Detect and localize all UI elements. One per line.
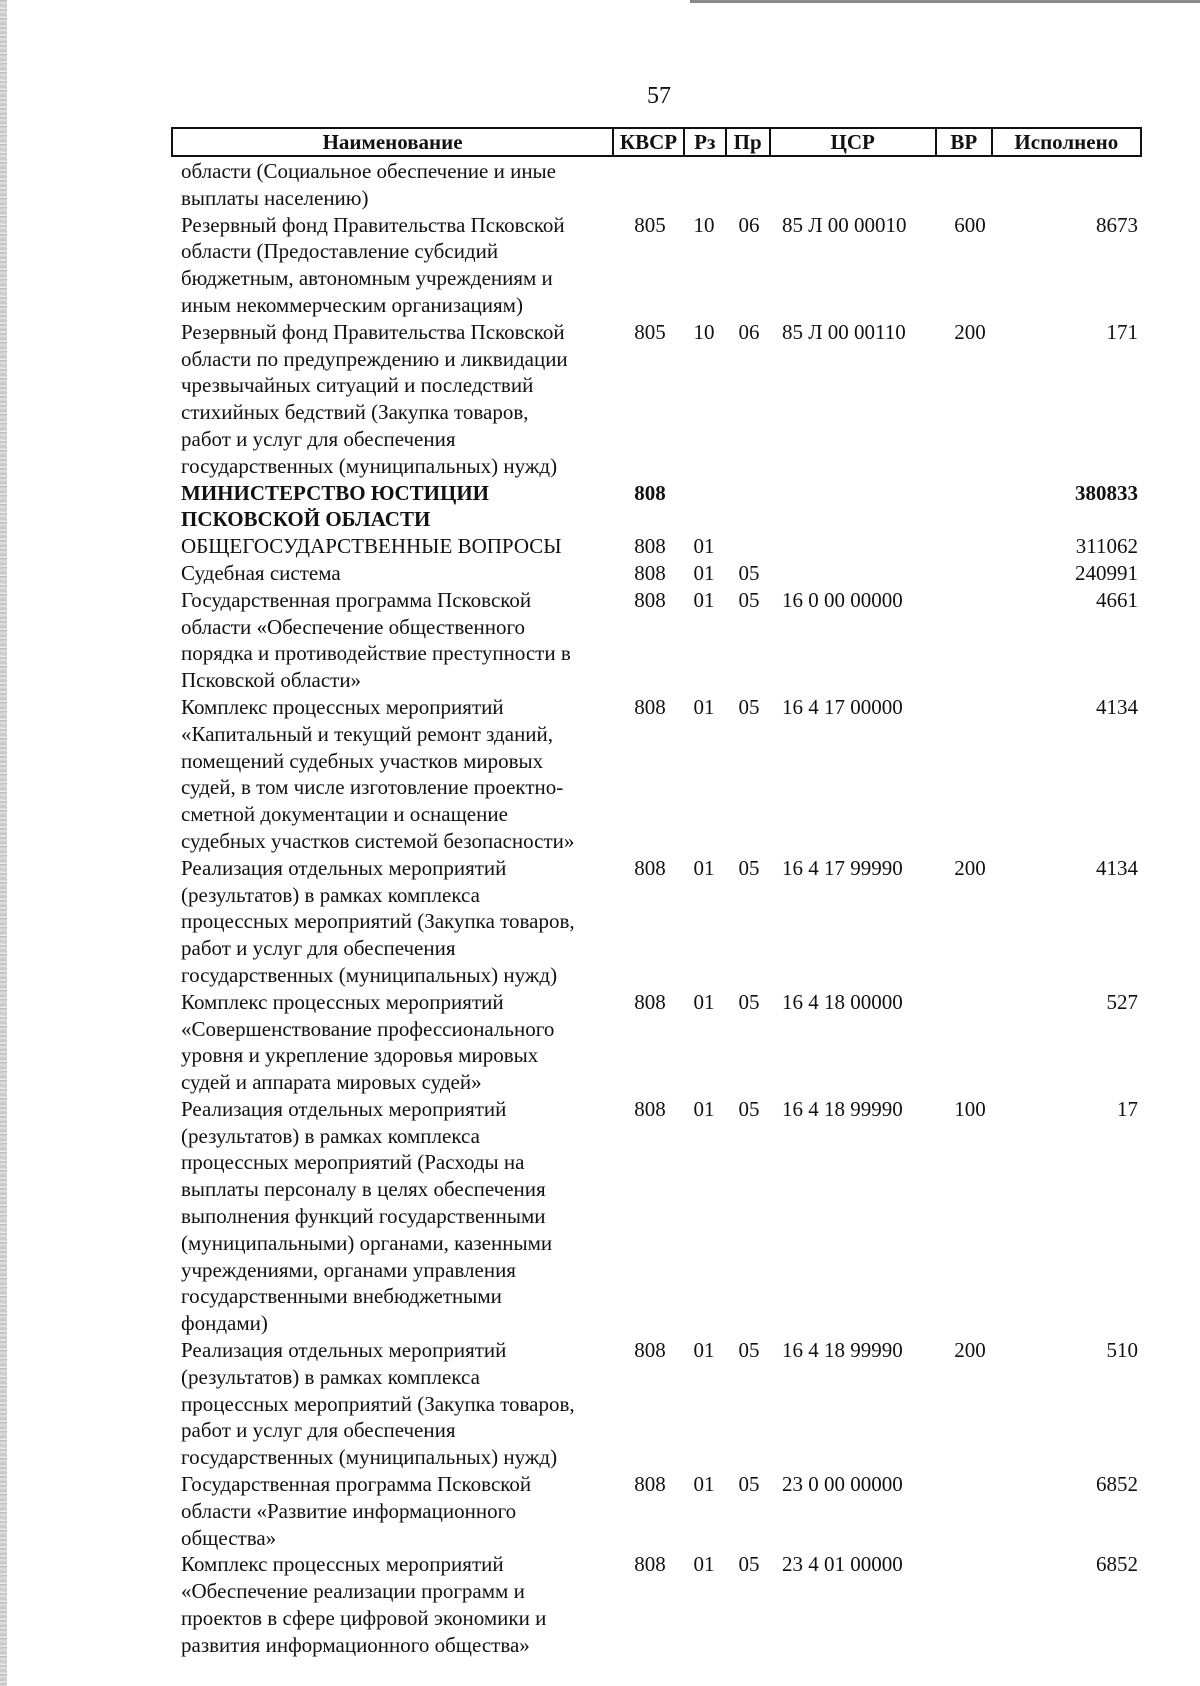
- row-name-line: области по предупреждению и ликвидации: [181, 346, 568, 371]
- header-name: Наименование: [173, 129, 614, 155]
- row-name-line: Государственная программа Псковской: [181, 587, 532, 612]
- row-name-line: (муниципальными) органами, казенными: [181, 1230, 553, 1255]
- row-name-line: порядка и противодействие преступности в: [181, 641, 571, 666]
- scan-edge-top: [690, 0, 1200, 3]
- row-executed: 4134: [1096, 694, 1138, 719]
- row-name-line: (результатов) в рамках комплекса: [181, 1123, 480, 1148]
- row-name-line: Государственная программа Псковской: [181, 1472, 532, 1497]
- row-vr: 200: [954, 855, 986, 880]
- row-executed: 311062: [1075, 534, 1138, 559]
- table-row: [171, 1551, 1142, 1658]
- row-kvsr: 808: [634, 989, 666, 1014]
- row-csr: 16 4 18 00000: [782, 989, 903, 1014]
- header-pr: Пр: [727, 129, 771, 155]
- row-rz: 01: [693, 855, 715, 880]
- row-executed: 6852: [1096, 1472, 1138, 1497]
- row-executed: 240991: [1075, 560, 1138, 585]
- row-rz: 01: [693, 1552, 715, 1577]
- row-name-line: судей, в том числе изготовление проектно-: [181, 775, 564, 800]
- row-executed: 8673: [1096, 212, 1138, 237]
- row-rz: [679, 480, 729, 534]
- row-name-line: уровня и укрепление здоровья мировых: [181, 1043, 539, 1068]
- row-vr: [942, 1551, 998, 1658]
- row-pr: 06: [738, 319, 760, 344]
- row-name-line: Реализация отдельных мероприятий: [181, 855, 507, 880]
- row-name-line: процессных мероприятий (Закупка товаров,: [181, 909, 575, 934]
- row-name-line: судей и аппарата мировых судей»: [181, 1070, 482, 1095]
- row-name-line: общества»: [181, 1525, 277, 1550]
- row-name: [171, 212, 605, 319]
- row-rz: 01: [693, 560, 715, 585]
- row-pr: 06: [738, 212, 760, 237]
- row-name: [171, 1551, 605, 1658]
- row-executed: 6852: [1096, 1552, 1138, 1577]
- row-name: [171, 1096, 605, 1337]
- row-name-line: чрезвычайных ситуаций и последствий: [181, 373, 534, 398]
- row-name-line: государственными внебюджетными: [181, 1284, 502, 1309]
- row-name-line: области «Развитие информационного: [181, 1498, 517, 1523]
- row-name-line: «Капитальный и текущий ремонт зданий,: [181, 721, 554, 746]
- row-executed: [998, 158, 1138, 212]
- page-number: 57: [647, 83, 671, 109]
- header-rz: Рз: [685, 129, 727, 155]
- row-name-line: Резервный фонд Правительства Псковской: [181, 319, 565, 344]
- row-executed: 171: [1106, 319, 1138, 344]
- row-name-line: Реализация отдельных мероприятий: [181, 1338, 507, 1363]
- header-csr: ЦСР: [771, 129, 937, 155]
- row-name-line: Судебная система: [181, 560, 341, 585]
- table-row: [171, 989, 1142, 1096]
- row-csr: 16 4 18 99990: [782, 1338, 903, 1363]
- row-pr: 05: [738, 587, 760, 612]
- row-name: [171, 158, 605, 212]
- row-pr: 05: [738, 560, 760, 585]
- row-vr: 100: [954, 1096, 986, 1121]
- row-vr: [942, 989, 998, 1096]
- row-kvsr: 808: [634, 1552, 666, 1577]
- row-name-line: ОБЩЕГОСУДАРСТВЕННЫЕ ВОПРОСЫ: [181, 534, 562, 559]
- row-rz: 01: [693, 1338, 715, 1363]
- row-rz: 01: [693, 587, 715, 612]
- row-name-line: Резервный фонд Правительства Псковской: [181, 212, 565, 237]
- row-name-line: процессных мероприятий (Закупка товаров,: [181, 1391, 575, 1416]
- row-csr: 16 4 18 99990: [782, 1096, 903, 1121]
- row-pr: 05: [738, 1552, 760, 1577]
- row-pr: [729, 158, 769, 212]
- row-name: [171, 855, 605, 989]
- row-name-line: Реализация отдельных мероприятий: [181, 1096, 507, 1121]
- row-name-line: стихийных бедствий (Закупка товаров,: [181, 400, 529, 425]
- row-name-line: выплаты населению): [181, 185, 369, 210]
- row-kvsr: 808: [634, 587, 666, 612]
- row-name: [171, 1337, 605, 1471]
- row-name: [171, 989, 605, 1096]
- row-name: [171, 560, 605, 587]
- row-kvsr: 808: [634, 560, 666, 585]
- row-name-line: бюджетным, автономным учреждениям и: [181, 266, 553, 291]
- row-kvsr: 808: [634, 1338, 666, 1363]
- row-executed: 380833: [1075, 480, 1138, 505]
- row-name-line: процессных мероприятий (Расходы на: [181, 1150, 525, 1175]
- header-executed: Исполнено: [1014, 130, 1119, 154]
- row-name-line: Комплекс процессных мероприятий: [181, 694, 504, 719]
- row-name-line: (результатов) в рамках комплекса: [181, 1364, 480, 1389]
- row-kvsr: 805: [634, 212, 666, 237]
- row-csr: [769, 533, 942, 560]
- row-name-line: развития информационного общества»: [181, 1632, 530, 1657]
- row-name-line: МИНИСТЕРСТВО ЮСТИЦИИ: [181, 480, 490, 505]
- table-row: [171, 855, 1142, 989]
- row-pr: 05: [738, 694, 760, 719]
- row-csr: 23 0 00 00000: [782, 1472, 903, 1497]
- row-pr: [729, 533, 769, 560]
- row-name-line: государственных (муниципальных) нужд): [181, 962, 558, 987]
- row-vr: [942, 480, 998, 534]
- row-rz: 10: [693, 212, 715, 237]
- row-name-line: фондами): [181, 1311, 268, 1336]
- row-pr: 05: [738, 1096, 760, 1121]
- table-row: [171, 533, 1142, 560]
- row-vr: 200: [954, 1338, 986, 1363]
- row-csr: 16 4 17 99990: [782, 855, 903, 880]
- row-csr: [769, 480, 942, 534]
- row-csr: 16 4 17 00000: [782, 694, 903, 719]
- row-vr: 600: [954, 212, 986, 237]
- row-name-line: (результатов) в рамках комплекса: [181, 882, 480, 907]
- row-name-line: учреждениями, органами управления: [181, 1257, 516, 1282]
- row-name-line: Комплекс процессных мероприятий: [181, 1552, 504, 1577]
- row-vr: [942, 560, 998, 587]
- row-vr: [942, 694, 998, 855]
- row-rz: 01: [693, 1472, 715, 1497]
- table-row: [171, 560, 1142, 587]
- table-row: [171, 480, 1142, 534]
- row-executed: 17: [1117, 1096, 1138, 1121]
- row-name-line: помещений судебных участков мировых: [181, 748, 544, 773]
- row-kvsr: 805: [634, 319, 666, 344]
- row-name-line: работ и услуг для обеспечения: [181, 1418, 456, 1443]
- table-row: [171, 1471, 1142, 1551]
- table-row: [171, 694, 1142, 855]
- table-row: [171, 158, 1142, 212]
- row-executed: 4134: [1096, 855, 1138, 880]
- row-executed: 527: [1106, 989, 1138, 1014]
- row-vr: [942, 533, 998, 560]
- table-row: [171, 1096, 1142, 1337]
- row-name-line: проектов в сфере цифровой экономики и: [181, 1606, 547, 1631]
- scan-edge: [0, 0, 7, 1686]
- row-rz: 10: [693, 319, 715, 344]
- row-vr: [942, 587, 998, 694]
- row-name-line: государственных (муниципальных) нужд): [181, 1445, 558, 1470]
- row-name-line: области (Предоставление субсидий: [181, 239, 499, 264]
- row-kvsr: 808: [634, 534, 666, 559]
- row-csr: 85 Л 00 00010: [782, 212, 907, 237]
- row-pr: 05: [738, 1338, 760, 1363]
- row-kvsr: 808: [634, 1096, 666, 1121]
- row-rz: 01: [693, 534, 715, 559]
- row-kvsr: 808: [634, 1472, 666, 1497]
- row-rz: [679, 158, 729, 212]
- row-name-line: области «Обеспечение общественного: [181, 614, 526, 639]
- row-name-line: судебных участков системой безопасности»: [181, 828, 575, 853]
- row-name: [171, 319, 605, 480]
- row-pr: [729, 480, 769, 534]
- row-name-line: «Обеспечение реализации программ и: [181, 1579, 525, 1604]
- row-name: [171, 694, 605, 855]
- row-rz: 01: [693, 1096, 715, 1121]
- row-name-line: выплаты персоналу в целях обеспечения: [181, 1177, 546, 1202]
- row-kvsr: [621, 158, 679, 212]
- row-executed: 4661: [1096, 587, 1138, 612]
- row-name: [171, 533, 605, 560]
- header-vr: ВР: [937, 129, 993, 155]
- row-name-line: ПСКОВСКОЙ ОБЛАСТИ: [181, 507, 431, 532]
- row-csr: [769, 560, 942, 587]
- row-name-line: «Совершенствование профессионального: [181, 1016, 555, 1041]
- row-name-line: иным некоммерческим организациям): [181, 292, 523, 317]
- row-name: [171, 587, 605, 694]
- table-header: [171, 127, 1142, 157]
- row-csr: 23 4 01 00000: [782, 1552, 903, 1577]
- row-name-line: области (Социальное обеспечение и иные: [181, 159, 556, 183]
- row-name-line: Комплекс процессных мероприятий: [181, 989, 504, 1014]
- row-name: [171, 1471, 605, 1551]
- header-kvsr: КВСР: [614, 129, 685, 155]
- row-pr: 05: [738, 855, 760, 880]
- row-name-line: сметной документации и оснащение: [181, 802, 508, 827]
- row-vr: 200: [954, 319, 986, 344]
- row-rz: 01: [693, 989, 715, 1014]
- row-executed: 510: [1106, 1338, 1138, 1363]
- row-csr: 85 Л 00 00110: [782, 319, 906, 344]
- row-vr: [942, 158, 998, 212]
- table-body: [171, 158, 1142, 1659]
- row-name-line: работ и услуг для обеспечения: [181, 426, 456, 451]
- row-kvsr: 808: [634, 480, 666, 505]
- table-row: [171, 319, 1142, 480]
- row-name-line: выполнения функций государственными: [181, 1204, 546, 1229]
- table-row: [171, 212, 1142, 319]
- row-csr: 16 0 00 00000: [782, 587, 903, 612]
- row-name-line: работ и услуг для обеспечения: [181, 936, 456, 961]
- row-name: [171, 480, 605, 534]
- row-kvsr: 808: [634, 694, 666, 719]
- row-pr: 05: [738, 989, 760, 1014]
- row-name-line: Псковской области»: [181, 668, 362, 693]
- row-pr: 05: [738, 1472, 760, 1497]
- row-vr: [942, 1471, 998, 1551]
- table-row: [171, 1337, 1142, 1471]
- row-rz: 01: [693, 694, 715, 719]
- table-row: [171, 587, 1142, 694]
- row-kvsr: 808: [634, 855, 666, 880]
- row-csr: [769, 158, 942, 212]
- row-name-line: государственных (муниципальных) нужд): [181, 453, 558, 478]
